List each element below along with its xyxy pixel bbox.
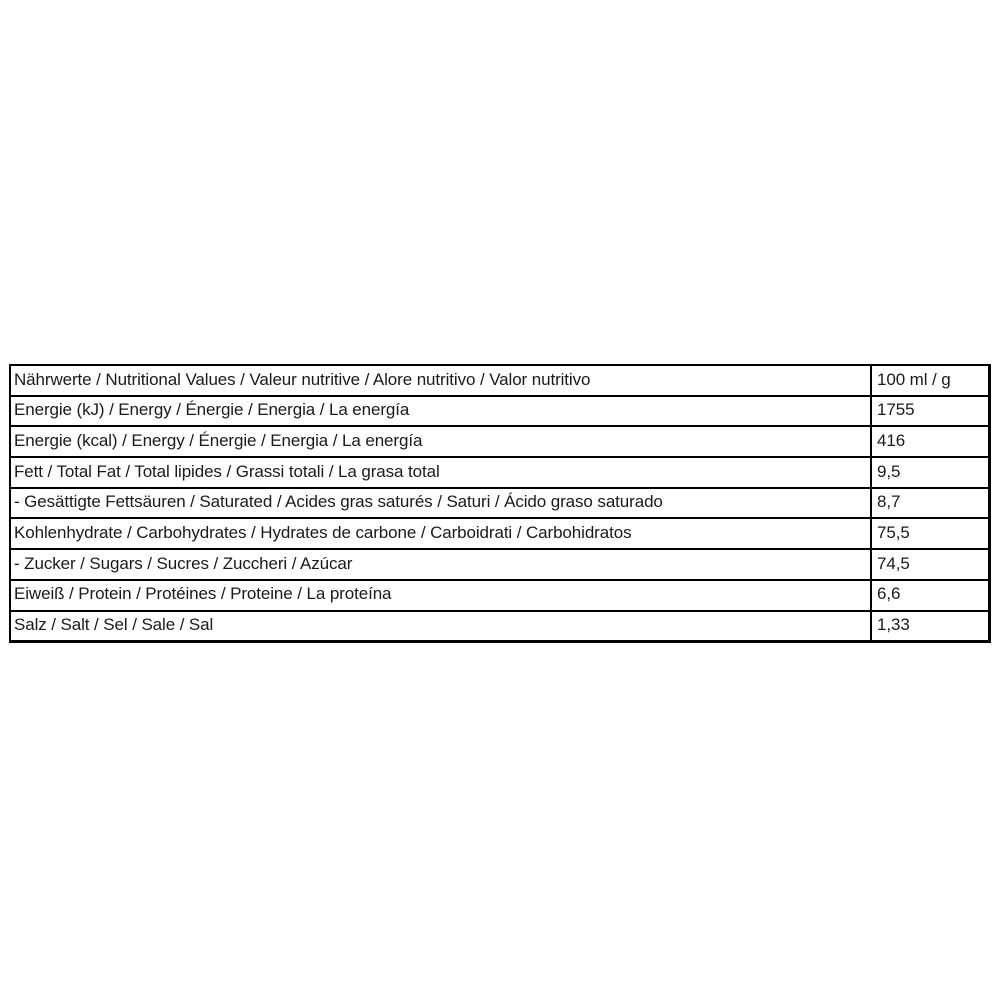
row-label-cell: Kohlenhydrate / Carbohydrates / Hydrates de carbone / Carboidrati / Carbohidratos: [10, 518, 871, 549]
nutrition-table-body: [10, 365, 989, 642]
row-value-cell: 8,7: [871, 488, 989, 519]
row-label-cell: Eiweiß / Protein / Protéines / Proteine / La proteína: [10, 580, 871, 611]
row-label-cell: - Gesättigte Fettsäuren / Saturated / Acides gras saturés / Saturi / Ácido graso saturado: [10, 488, 871, 519]
header-value-cell: 100 ml / g: [871, 365, 989, 396]
table-row: [10, 580, 989, 611]
row-value-cell: 1755: [871, 396, 989, 427]
row-label-cell: Fett / Total Fat / Total lipides / Grassi totali / La grasa total: [10, 457, 871, 488]
table-row: [10, 457, 989, 488]
header-row: [10, 365, 989, 396]
row-label-cell: Energie (kJ) / Energy / Énergie / Energia / La energía: [10, 396, 871, 427]
row-label-cell: Salz / Salt / Sel / Sale / Sal: [10, 611, 871, 642]
row-value-cell: 6,6: [871, 580, 989, 611]
row-value-cell: 75,5: [871, 518, 989, 549]
table-row: [10, 426, 989, 457]
table-row: [10, 518, 989, 549]
table-row: [10, 611, 989, 642]
table-row: [10, 488, 989, 519]
table-row: [10, 549, 989, 580]
row-value-cell: 74,5: [871, 549, 989, 580]
nutrition-table: [9, 364, 991, 643]
table-row: [10, 396, 989, 427]
row-value-cell: 416: [871, 426, 989, 457]
row-value-cell: 1,33: [871, 611, 989, 642]
row-label-cell: - Zucker / Sugars / Sucres / Zuccheri / Azúcar: [10, 549, 871, 580]
row-label-cell: Energie (kcal) / Energy / Énergie / Energia / La energía: [10, 426, 871, 457]
row-value-cell: 9,5: [871, 457, 989, 488]
header-label-cell: Nährwerte / Nutritional Values / Valeur nutritive / Alore nutritivo / Valor nutritivo: [10, 365, 871, 396]
